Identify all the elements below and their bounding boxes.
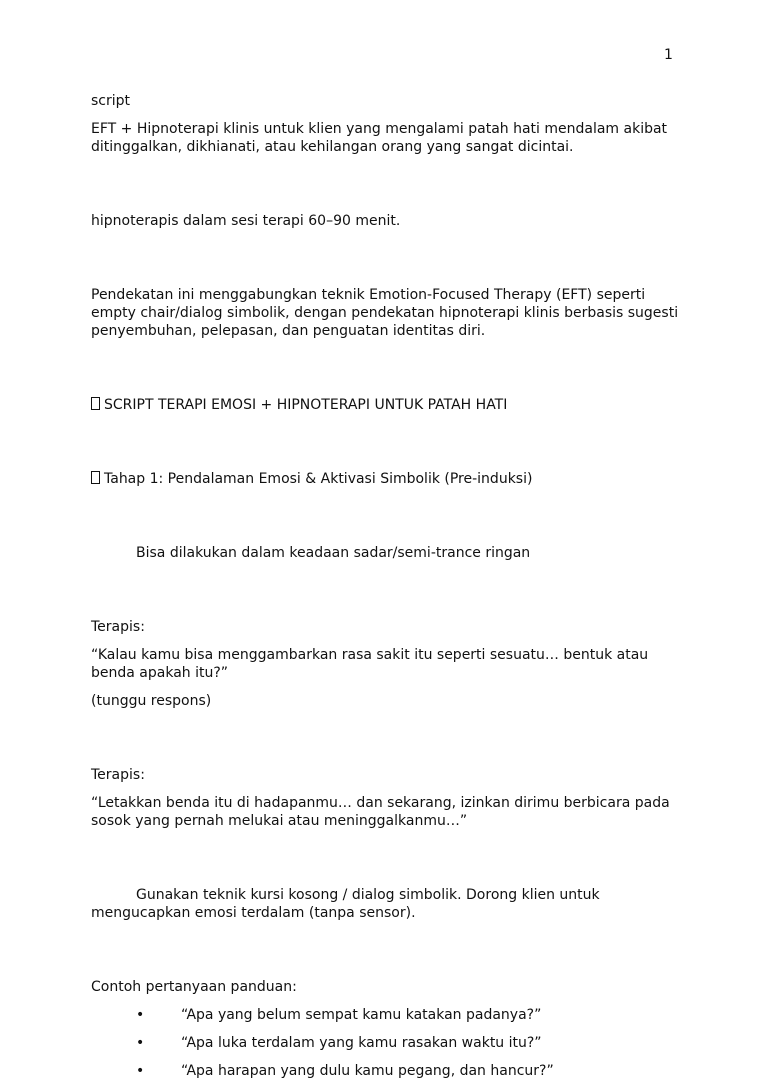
stage1-title: [91, 470, 681, 488]
list-item: [91, 1006, 681, 1024]
bullet-icon: •: [136, 1063, 145, 1079]
question-text: “Apa yang belum sempat kamu katakan padanya?”: [181, 1007, 542, 1023]
question-text: “Apa luka terdalam yang kamu rasakan waktu itu?”: [181, 1035, 542, 1051]
missing-glyph-icon: [91, 397, 100, 410]
page-number: 1: [664, 47, 673, 63]
stage1-note: Bisa dilakukan dalam keadaan sadar/semi-trance ringan: [136, 545, 531, 561]
wait-response-note: (tunggu respons): [91, 693, 212, 709]
session-paragraph: hipnoterapis dalam sesi terapi 60–90 menit.: [91, 213, 401, 229]
document-body: [91, 92, 681, 1090]
missing-glyph-icon: [91, 471, 100, 484]
list-item: [91, 1062, 681, 1080]
guide-questions-list: [91, 1006, 681, 1080]
question-text: “Apa harapan yang dulu kamu pegang, dan hancur?”: [181, 1063, 554, 1079]
therapist-label-1: Terapis:: [91, 619, 145, 635]
script-title: [91, 396, 681, 414]
technique-note: Gunakan teknik kursi kosong / dialog simbolik. Dorong klien untuk mengucapkan emosi terdalam (tanpa sensor).: [91, 887, 600, 921]
list-item: [91, 1034, 681, 1052]
bullet-icon: •: [136, 1035, 145, 1051]
bullet-icon: •: [136, 1007, 145, 1023]
script-label: script: [91, 93, 131, 109]
therapist-quote-2: “Letakkan benda itu di hadapanmu… dan sekarang, izinkan dirimu berbicara pada sosok yang pernah melukai atau meninggalkanmu…”: [91, 795, 670, 829]
intro-paragraph: EFT + Hipnoterapi klinis untuk klien yang mengalami patah hati mendalam akibat ditinggalkan, dikhianati, atau kehilangan orang yang sangat dicintai.: [91, 121, 668, 155]
approach-paragraph: Pendekatan ini menggabungkan teknik Emotion-Focused Therapy (EFT) seperti empty chair/dialog simbolik, dengan pendekatan hipnoterapi klinis berbasis sugesti penyembuhan, pelepasan, dan penguatan identitas diri.: [91, 287, 679, 339]
script-title-text: SCRIPT TERAPI EMOSI + HIPNOTERAPI UNTUK PATAH HATI: [104, 397, 508, 413]
stage1-title-text: Tahap 1: Pendalaman Emosi & Aktivasi Simbolik (Pre-induksi): [104, 471, 533, 487]
guide-label: Contoh pertanyaan panduan:: [91, 979, 297, 995]
therapist-quote-1: “Kalau kamu bisa menggambarkan rasa sakit itu seperti sesuatu… bentuk atau benda apakah itu?”: [91, 647, 649, 681]
therapist-label-2: Terapis:: [91, 767, 145, 783]
